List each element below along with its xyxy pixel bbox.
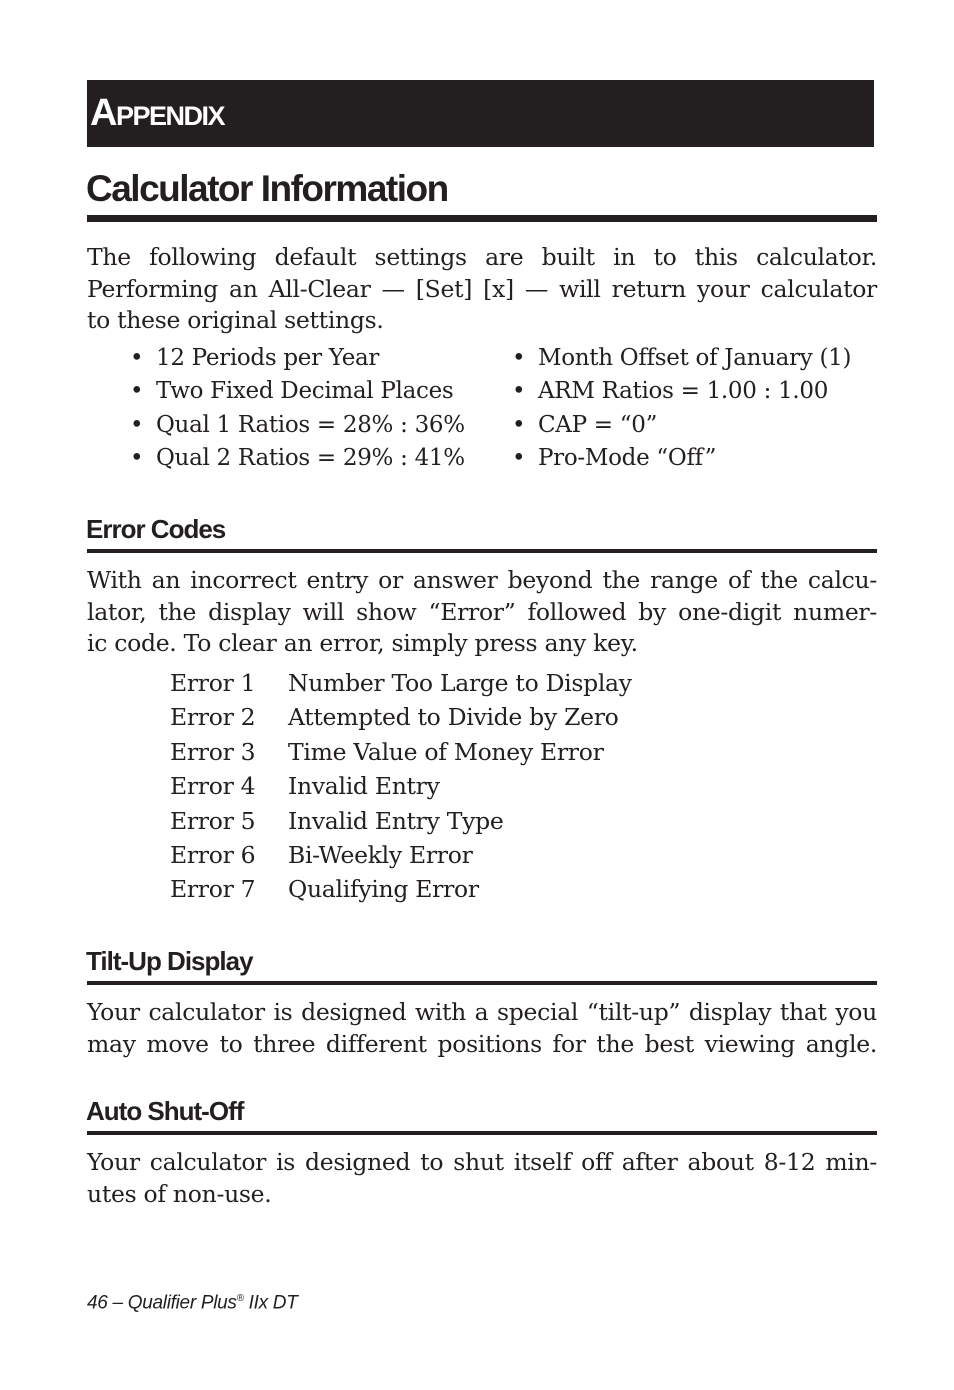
list-item-label: Qual 1 Ratios = 28% : 36% bbox=[156, 411, 465, 438]
bullet-icon: • bbox=[512, 345, 526, 371]
table-row bbox=[170, 700, 632, 734]
error-description: Time Value of Money Error bbox=[288, 737, 604, 766]
auto-shutoff-heading: Auto Shut-Off bbox=[86, 1096, 244, 1126]
table-row bbox=[170, 872, 632, 906]
registered-mark: ® bbox=[236, 1293, 244, 1304]
list-item bbox=[512, 409, 851, 442]
list-item bbox=[130, 409, 465, 442]
list-item bbox=[512, 342, 851, 375]
list-item-label: Two Fixed Decimal Places bbox=[156, 378, 454, 405]
error-description: Bi-Weekly Error bbox=[288, 840, 473, 869]
table-row bbox=[170, 666, 632, 700]
list-item bbox=[130, 375, 465, 408]
footer-dash: – bbox=[112, 1292, 123, 1314]
error-code-table bbox=[170, 666, 632, 907]
intro-line: The following default settings are built in to this calculator. bbox=[87, 243, 877, 271]
intro-line: to these original settings. bbox=[87, 306, 384, 334]
bullet-icon: • bbox=[512, 411, 526, 438]
table-row bbox=[170, 735, 632, 769]
list-item bbox=[512, 375, 851, 408]
list-item bbox=[512, 442, 851, 475]
list-item-label: Qual 2 Ratios = 29% : 41% bbox=[156, 444, 465, 471]
error-description: Invalid Entry bbox=[288, 772, 440, 801]
intro-paragraph bbox=[87, 242, 877, 337]
tilt-up-paragraph bbox=[87, 997, 877, 1060]
list-item-label: CAP = “0” bbox=[538, 411, 658, 438]
error-description: Attempted to Divide by Zero bbox=[288, 703, 619, 732]
error-description: Qualifying Error bbox=[288, 875, 479, 904]
appendix-banner bbox=[87, 80, 874, 147]
error-codes-paragraph bbox=[87, 565, 877, 660]
bullet-icon: • bbox=[130, 345, 144, 371]
list-item bbox=[130, 442, 465, 475]
list-item-label: Month Offset of January (1) bbox=[538, 345, 852, 371]
error-code: Error 7 bbox=[170, 875, 256, 904]
list-item-label: ARM Ratios = 1.00 : 1.00 bbox=[538, 378, 829, 405]
bullet-icon: • bbox=[130, 378, 144, 405]
list-item-label: 12 Periods per Year bbox=[156, 345, 380, 371]
section-rule bbox=[87, 981, 877, 985]
defaults-list-right bbox=[512, 342, 851, 475]
table-row bbox=[170, 804, 632, 838]
intro-line: Performing an All-Clear — [Set] [x] — will return your calculator bbox=[87, 274, 877, 303]
tilt-up-heading: Tilt-Up Display bbox=[86, 946, 253, 976]
section-rule bbox=[87, 549, 877, 553]
error-codes-line: With an incorrect entry or answer beyond the range of the calcu- bbox=[87, 566, 877, 594]
error-codes-heading: Error Codes bbox=[86, 514, 226, 544]
product-model: IIx DT bbox=[248, 1292, 298, 1314]
table-row bbox=[170, 769, 632, 803]
section-rule bbox=[87, 1131, 877, 1135]
auto-shutoff-line: utes of non-use. bbox=[87, 1179, 272, 1208]
error-description: Invalid Entry Type bbox=[288, 806, 504, 835]
title-rule bbox=[87, 215, 877, 222]
error-code: Error 5 bbox=[170, 806, 256, 835]
bullet-icon: • bbox=[130, 444, 144, 471]
error-code: Error 2 bbox=[170, 703, 256, 732]
error-codes-line: lator, the display will show “Error” followed by one-digit numer- bbox=[87, 597, 877, 626]
list-item-label: Pro-Mode “Off” bbox=[538, 444, 717, 471]
page-footer bbox=[87, 1287, 298, 1315]
error-description: Number Too Large to Display bbox=[288, 669, 632, 697]
error-code: Error 4 bbox=[170, 772, 256, 801]
tilt-up-line: may move to three different positions for the best viewing angle. bbox=[87, 1029, 877, 1058]
product-name: Qualifier Plus bbox=[127, 1292, 237, 1314]
list-item bbox=[130, 342, 465, 375]
error-code: Error 1 bbox=[170, 669, 256, 697]
bullet-icon: • bbox=[130, 411, 144, 438]
bullet-icon: • bbox=[512, 444, 526, 471]
appendix-banner-label: Appendix bbox=[90, 92, 224, 134]
bullet-icon: • bbox=[512, 378, 526, 405]
auto-shutoff-line: Your calculator is designed to shut itself off after about 8-12 min- bbox=[87, 1148, 877, 1176]
table-row bbox=[170, 838, 632, 872]
page-title: Calculator Information bbox=[86, 168, 448, 209]
error-code: Error 6 bbox=[170, 840, 256, 869]
defaults-list-left bbox=[130, 342, 465, 475]
tilt-up-line: Your calculator is designed with a special “tilt-up” display that you bbox=[87, 998, 877, 1026]
error-codes-line: ic code. To clear an error, simply press any key. bbox=[87, 629, 638, 657]
error-code: Error 3 bbox=[170, 737, 256, 766]
auto-shutoff-paragraph bbox=[87, 1147, 877, 1210]
page-number: 46 bbox=[87, 1292, 108, 1314]
